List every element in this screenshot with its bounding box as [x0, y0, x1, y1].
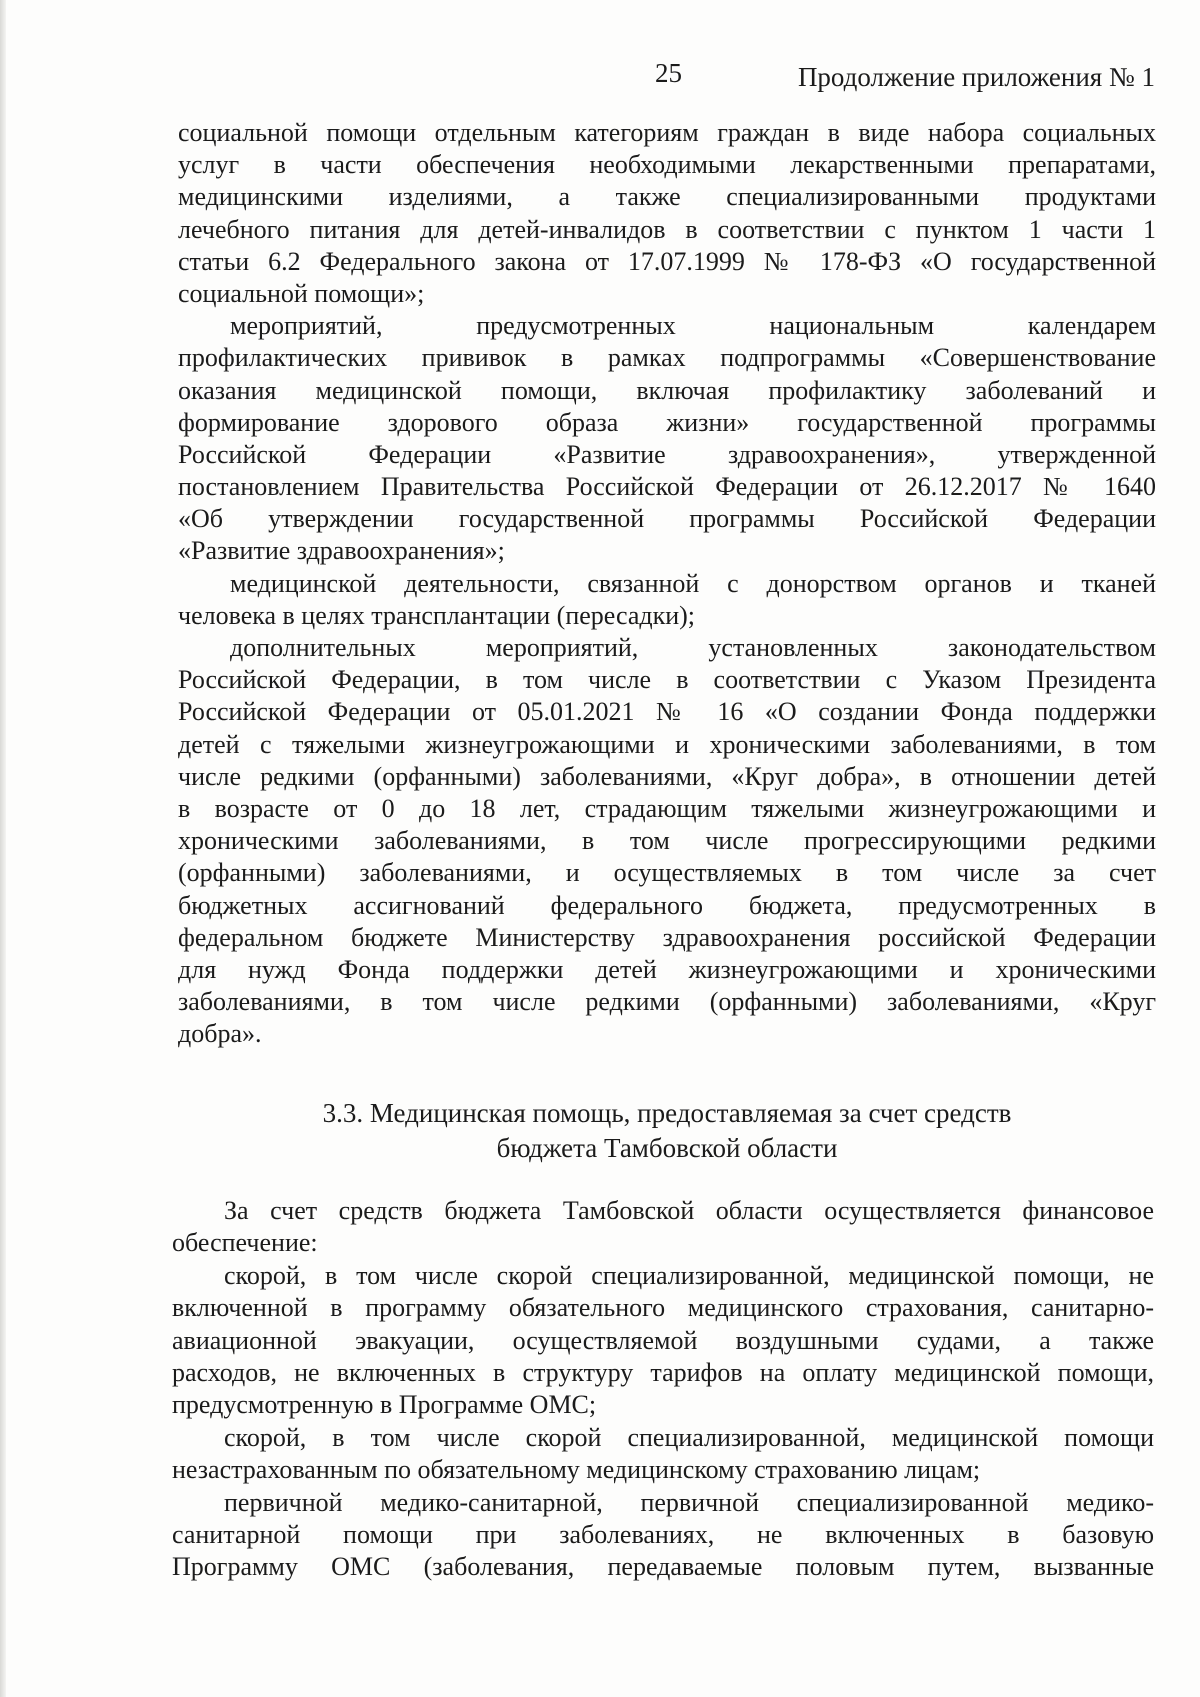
text-line: скорой, в том числе скорой специализированной, медицинской помощи — [224, 1422, 1154, 1452]
text-line: услуг в части обеспечения необходимыми лекарственными препаратами, — [178, 150, 1156, 180]
text-line: детей с тяжелыми жизнеугрожающими и хроническими заболеваниями, в том — [178, 729, 1156, 759]
text-line: социальной помощи отдельным категориям граждан в виде набора социальных — [178, 118, 1156, 147]
text-line: бюджетных ассигнований федерального бюджета, предусмотренных в — [178, 890, 1156, 920]
text-line: расходов, не включенных в структуру тарифов на оплату медицинской помощи, — [172, 1357, 1154, 1387]
page-number: 25 — [655, 58, 682, 88]
paragraph-6 — [172, 1260, 1154, 1422]
text-line: незастрахованным по обязательному медицинскому страхованию лицам; — [172, 1455, 981, 1485]
text-line: федеральном бюджете Министерству здравоохранения российской Федерации — [178, 922, 1156, 952]
text-line: «Об утверждении государственной программы Российской Федерации — [178, 504, 1156, 534]
text-line: Программу ОМС (заболевания, передаваемые половым путем, вызванные — [172, 1552, 1154, 1582]
text-line: первичной медико-санитарной, первичной специализированной медико- — [224, 1487, 1154, 1517]
text-line: хроническими заболеваниями, в том числе прогрессирующими редкими — [178, 826, 1156, 856]
text-line: формирование здорового образа жизни» государственной программы — [178, 407, 1156, 437]
text-line: в возрасте от 0 до 18 лет, страдающим тяжелыми жизнеугрожающими и — [178, 793, 1156, 823]
section-title — [178, 1096, 1156, 1166]
text-line: Российской Федерации «Развитие здравоохранения», утвержденной — [178, 439, 1156, 469]
paragraph-4 — [178, 632, 1156, 1050]
text-line: санитарной помощи при заболеваниях, не включенных в базовую — [172, 1519, 1154, 1549]
text-line: предусмотренную в Программе ОМС; — [172, 1390, 597, 1420]
body-text-top — [178, 117, 1156, 1050]
text-line: статьи 6.2 Федерального закона от 17.07.1999 № 178-ФЗ «О государственной — [178, 246, 1156, 276]
paragraph-8 — [172, 1487, 1154, 1584]
text-line: обеспечение: — [172, 1228, 318, 1258]
text-line: медицинскими изделиями, а также специализированными продуктами — [178, 182, 1156, 212]
text-line: человека в целях трансплантации (пересадки); — [178, 600, 696, 630]
text-line: дополнительных мероприятий, установленных законодательством — [230, 633, 1156, 662]
text-line: включенной в программу обязательного медицинского страхования, санитарно- — [172, 1293, 1154, 1323]
text-line: заболеваниями, в том числе редкими (орфанными) заболеваниями, «Круг — [178, 987, 1156, 1017]
section-title-line: 3.3. Медицинская помощь, предоставляемая за счет средств — [322, 1098, 1012, 1128]
scan-edge — [0, 0, 6, 1697]
paragraph-5 — [172, 1195, 1154, 1260]
text-line: постановлением Правительства Российской Федерации от 26.12.2017 № 1640 — [178, 472, 1156, 502]
page-header — [0, 58, 1200, 98]
text-line: За счет средств бюджета Тамбовской области осуществляется финансовое — [224, 1196, 1154, 1225]
text-line: скорой, в том числе скорой специализированной, медицинской помощи, не — [224, 1260, 1154, 1290]
text-line: мероприятий, предусмотренных национальным календарем — [230, 311, 1156, 341]
text-line: «Развитие здравоохранения»; — [178, 536, 505, 566]
text-line: медицинской деятельности, связанной с донорством органов и тканей — [230, 568, 1156, 598]
paragraph-2 — [178, 310, 1156, 568]
text-line: Российской Федерации, в том числе в соответствии с Указом Президента — [178, 665, 1156, 695]
body-text-bottom — [172, 1195, 1154, 1584]
appendix-note: Продолжение приложения № 1 — [797, 62, 1155, 92]
text-line: лечебного питания для детей-инвалидов в соответствии с пунктом 1 части 1 — [178, 214, 1156, 244]
section-title-line: бюджета Тамбовской области — [496, 1133, 838, 1163]
paragraph-7 — [172, 1422, 1154, 1487]
paragraph-1 — [178, 117, 1156, 310]
text-line: Российской Федерации от 05.01.2021 № 16 «О создании Фонда поддержки — [178, 697, 1156, 727]
text-line: для нужд Фонда поддержки детей жизнеугрожающими и хроническими — [178, 954, 1156, 984]
text-line: авиационной эвакуации, осуществляемой воздушными судами, а также — [172, 1325, 1154, 1355]
text-line: добра». — [178, 1019, 262, 1049]
text-line: (орфанными) заболеваниями, и осуществляемых в том числе за счет — [178, 858, 1156, 888]
text-line: оказания медицинской помощи, включая профилактику заболеваний и — [178, 375, 1156, 405]
text-line: числе редкими (орфанными) заболеваниями, «Круг добра», в отношении детей — [178, 761, 1156, 791]
text-line: профилактических прививок в рамках подпрограммы «Совершенствование — [178, 343, 1156, 373]
text-line: социальной помощи»; — [178, 278, 425, 308]
paragraph-3 — [178, 568, 1156, 632]
